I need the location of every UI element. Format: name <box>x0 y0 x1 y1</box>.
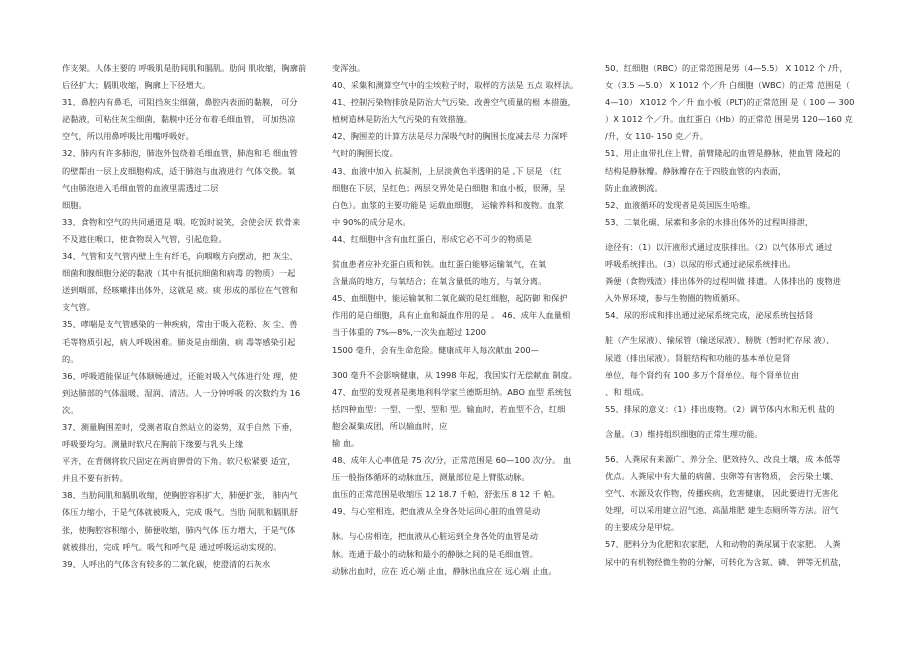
text-line: 次。 <box>62 404 79 415</box>
text-line: 尿道（排出尿液）。肾脏结构和功能的基本单位是肾 <box>605 352 791 363</box>
text-line: 并且不要有折转。 <box>62 473 128 484</box>
text-line: 41、控制污染物排放是防治大气污染、改善空气质量的根 本措施， <box>332 97 576 108</box>
text-line: 血压的正常范围是收缩压 12 18.7 千帕，舒张压 8 12 千 帕。 <box>332 489 561 500</box>
text-line: 42、胸围差的计算方法是尽力深吸气时的胸围长度减去尽 力深呼 <box>332 131 568 142</box>
text-line <box>605 231 875 239</box>
text-line: 括四种血型：一型、一型、型和 型。输血时，若血型不合，红细 <box>332 403 566 414</box>
text-line: 空气，所以用鼻呼吸比用嘴呼吸好。 <box>62 131 194 142</box>
text-line: 气时的胸围长度。 <box>332 148 398 159</box>
text-line: 泌黏液，可粘住灰尘细菌，黏膜中还分布着毛细血管， 可加热凉 <box>62 114 296 125</box>
text-line: 尿中的有机物经微生物的分解，可转化为含氮、磷、 钾等无机盐， <box>605 556 847 567</box>
text-line: 动脉出血时，应在 近心端 止血，静脉出血应在 远心端 止血。 <box>332 565 557 576</box>
text-line: 途径有：（1）以汗液形式通过皮肤排出。（2）以气体形式 通过 <box>605 241 833 252</box>
text-line: 不及遮住喉口，使食物误入气管，引起危险。 <box>62 233 227 244</box>
text-line: 38、当肋间肌和膈肌收缩，使胸腔容积扩大，肺便扩张， 肺内气 <box>62 490 298 501</box>
text-line: 54、尿的形成和排出通过泌尿系统完成，泌尿系统包括肾 <box>605 310 814 321</box>
text-line: ）X 1012 个／升。血红蛋白（Hb）的正常范 围是男 120—160 克 <box>605 114 853 125</box>
text-line: 平齐，在背侧将软尺固定在两肩胛骨的下角。软尺松紧要 适宜， <box>62 456 296 467</box>
text-line: 压一般指体循环的动脉血压，测量部位是上臂肱动脉。 <box>332 472 530 483</box>
text-line: 贫血患者应补充蛋白质和铁。血红蛋白能够运输氧气，在氧 <box>332 259 547 270</box>
text-line: 45、血细胞中，能运输氧和二氧化碳的是红细胞，起防御 和保护 <box>332 293 568 304</box>
text-line: 胞会凝集成团，所以输血时，应 <box>332 420 448 431</box>
text-line: 34、气管和支气管内壁上生有纤毛，向咽喉方向摆动，把 灰尘、 <box>62 251 298 262</box>
text-line: 气由肺泡进入毛细血管的血液里需透过二层 <box>62 182 219 193</box>
text-line: 张，使胸腔容积缩小，肺便收缩，肺内气体 压力增大，于是气体 <box>62 524 296 535</box>
text-line: 51、用止血带扎住上臂，前臂隆起的血管是静脉，使血管 隆起的 <box>605 148 841 159</box>
text-line: /升，女 110- 150 克／升。 <box>605 131 708 142</box>
text-line: 植树造林是防治大气污染的有效措施。 <box>332 114 473 125</box>
text-line: 优点。人粪尿中有大量的病菌、虫卵等有害物质， 会污染土壤、 <box>605 471 839 482</box>
text-line: 白色）。血浆的主要功能是 运载血细胞， 运输养料和废物。血浆 <box>332 199 564 210</box>
text-line: 单位，每个肾约有 100 多万个肾单位。每个肾单位由 <box>605 369 800 380</box>
text-line: 、和 组成。 <box>605 386 649 397</box>
text-line: 4—10） X1012 个／升 血小板（PLT)的正常范围 是（ 100 — 300 <box>605 97 855 108</box>
text-line: 细胞在下层，呈红色；两层交界处是白细胞 和血小板，很薄，呈 <box>332 182 566 193</box>
text-line: 女（3.5 —5.0） X 1012 个／升 白细胞（WBC）的正常 范围是（ <box>605 80 850 91</box>
text-line: 脉。连通于最小的动脉和最小的静脉之间的是毛细血管。 <box>332 548 538 559</box>
text-line: 31、鼻腔内有鼻毛，可阻挡灰尘细菌，鼻腔内表面的黏膜， 可分 <box>62 97 298 108</box>
text-line <box>605 324 875 332</box>
text-line: 中 90%的成分是水。 <box>332 216 411 227</box>
text-line: 后径扩大；膈肌收缩，胸廓上下径增大。 <box>62 80 211 91</box>
text-line: 44、红细胞中含有血红蛋白，形成它必不可少的物质是 <box>332 233 532 244</box>
text-column-right <box>605 60 875 571</box>
text-line: 39、人呼出的气体含有较多的二氧化碳，使澄清的石灰水 <box>62 558 271 569</box>
text-line: 毛等物质引起，病人呼吸困难。肺炎是由细菌、病 毒等感染引起 <box>62 336 296 347</box>
text-column-left <box>62 60 324 573</box>
text-line: 47、血型的发现者是奥地利科学家兰德斯坦纳。ABO 血型 系统包 <box>332 386 572 397</box>
text-line: 49、与心室相连，把血液从全身各处运回心脏的血管是动 <box>332 506 541 517</box>
text-line: 细胞。 <box>62 199 87 210</box>
text-line: 支气管。 <box>62 302 95 313</box>
text-line: 体压力缩小，于是气体就被吸入，完成 吸气。当肋 间肌和膈肌舒 <box>62 507 298 518</box>
text-line <box>332 248 594 256</box>
text-line: 处理，可以采用建立沼气池、高温堆肥 建生态厕所等方法。沼气 <box>605 505 839 516</box>
text-line: 50、红细胞（RBC）的正常范围是男（4—5.5） X 1012 个 /升， <box>605 63 848 73</box>
text-line: 的壁都由一层上皮细胞构成，适于肺泡与血液进行 气体交换。氧 <box>62 165 296 176</box>
text-line: 呼吸要均匀。测量时软尺在胸前下缘要与乳头上缘 <box>62 439 244 450</box>
text-line: 55、排尿的意义：（1）排出废物。（2）调节体内水和无机 盐的 <box>605 403 835 414</box>
text-line: 52、血液循环的发现者是英国医生哈维。 <box>605 199 756 210</box>
text-line: 37、测量胸围差时，受测者取自然站立的姿势，双手自然 下垂， <box>62 421 298 432</box>
text-line: 防止血液倒流。 <box>605 182 663 193</box>
text-line <box>605 418 875 426</box>
text-line: 入外界环境，参与生物圈的物质循环。 <box>605 293 746 304</box>
text-line: 到达肺部的气体温暖、湿润、清洁。人一分钟呼吸 的次数约为 16 <box>62 387 301 398</box>
text-line: 当于体重的 7%—8%,一次失血超过 1200 <box>332 327 487 338</box>
text-line: 40、采集和测算空气中的尘埃粒子时，取样的方法是 五点 取样法。 <box>332 80 579 91</box>
text-line <box>332 359 594 367</box>
text-line: 56、人粪尿有来源广、养分全、肥效持久、改良土壤，成 本低等 <box>605 453 841 464</box>
text-line: 空气、水源及农作物，传播疾病，危害健康， 因此要进行无害化 <box>605 488 839 499</box>
text-column-middle <box>332 60 594 580</box>
text-line: 48、成年人心率值是 75 次/分，正常范围是 60—100 次/分。 血 <box>332 455 572 466</box>
text-line: 53、二氧化碳、尿素和多余的水排出体外的过程叫排泄， <box>605 216 814 227</box>
text-line: 输 血。 <box>332 437 360 448</box>
text-line: 作支架。人体主要的 呼吸肌是肋间肌和膈肌。肋间 肌收缩，胸廓前 <box>62 63 307 73</box>
text-line: 含量。（3）维持组织细胞的正常生理功能。 <box>605 428 763 439</box>
text-line: 脏（产生尿液）、输尿管（输送尿液）、膀胱（暂时贮存尿 液）、 <box>605 335 835 346</box>
text-line <box>605 443 875 451</box>
text-line: 的主要成分是甲烷。 <box>605 522 680 533</box>
text-line: 含量高的地方，与氧结合；在氧含量低的地方，与氧分离。 <box>332 276 547 287</box>
text-line: 送到咽部，经咳嗽排出体外，这就是 痰。痰 形成的部位在气管和 <box>62 285 298 296</box>
text-line: 的。 <box>62 353 79 364</box>
text-line: 变浑浊。 <box>332 63 365 73</box>
text-line: 就被排出，完成 呼气。吸气和呼气是 通过呼吸运动实现的。 <box>62 541 282 552</box>
text-line: 32、肺内有许多肺泡，肺泡外包绕着毛细血管，肺泡和毛 细血管 <box>62 148 298 159</box>
text-line: 36、呼吸道能保证气体顺畅通过，还能对吸入气体进行处 理，使 <box>62 370 298 381</box>
text-line: 300 毫升不会影响健康，从 1998 年起，我国实行无偿献血 制度。 <box>332 369 578 380</box>
text-line: 作用的是白细胞，具有止血和凝血作用的是 。 46、成年人血量相 <box>332 310 571 321</box>
text-line: 结构是静脉瓣。静脉瓣存在于四肢血管的内表面， <box>605 165 787 176</box>
text-line <box>332 520 594 528</box>
text-line: 57、肥料分为化肥和农家肥，人和动物的粪尿属于农家肥。 人粪 <box>605 539 841 550</box>
text-line: 33、食物和空气的共同通道是 咽。吃饭时说笑，会使会厌 软骨来 <box>62 216 301 227</box>
text-line: 43、血液中加入 抗凝剂，上层淡黄色半透明的是 ,下 层是 （红 <box>332 165 562 176</box>
text-line: 细菌和腺细胞分泌的黏液（其中有抵抗细菌和病毒 的物质）一起 <box>62 268 296 279</box>
text-line: 1500 毫升，会有生命危险。健康成年人每次献血 200— <box>332 344 539 355</box>
text-line: 呼吸系统排出。（3）以尿的形式通过泌尿系统排出。 <box>605 259 796 270</box>
text-line: 35、哮喘是支气管感染的一种疾病，常由于吸入花粉、灰 尘、兽 <box>62 319 298 330</box>
text-line: 脉。与心房相连，把血液从心脏运到全身各处的血管是动 <box>332 531 538 542</box>
text-line: 粪便（食物残渣）排出体外的过程叫做 排遗。人体排出的 废物进 <box>605 276 841 287</box>
